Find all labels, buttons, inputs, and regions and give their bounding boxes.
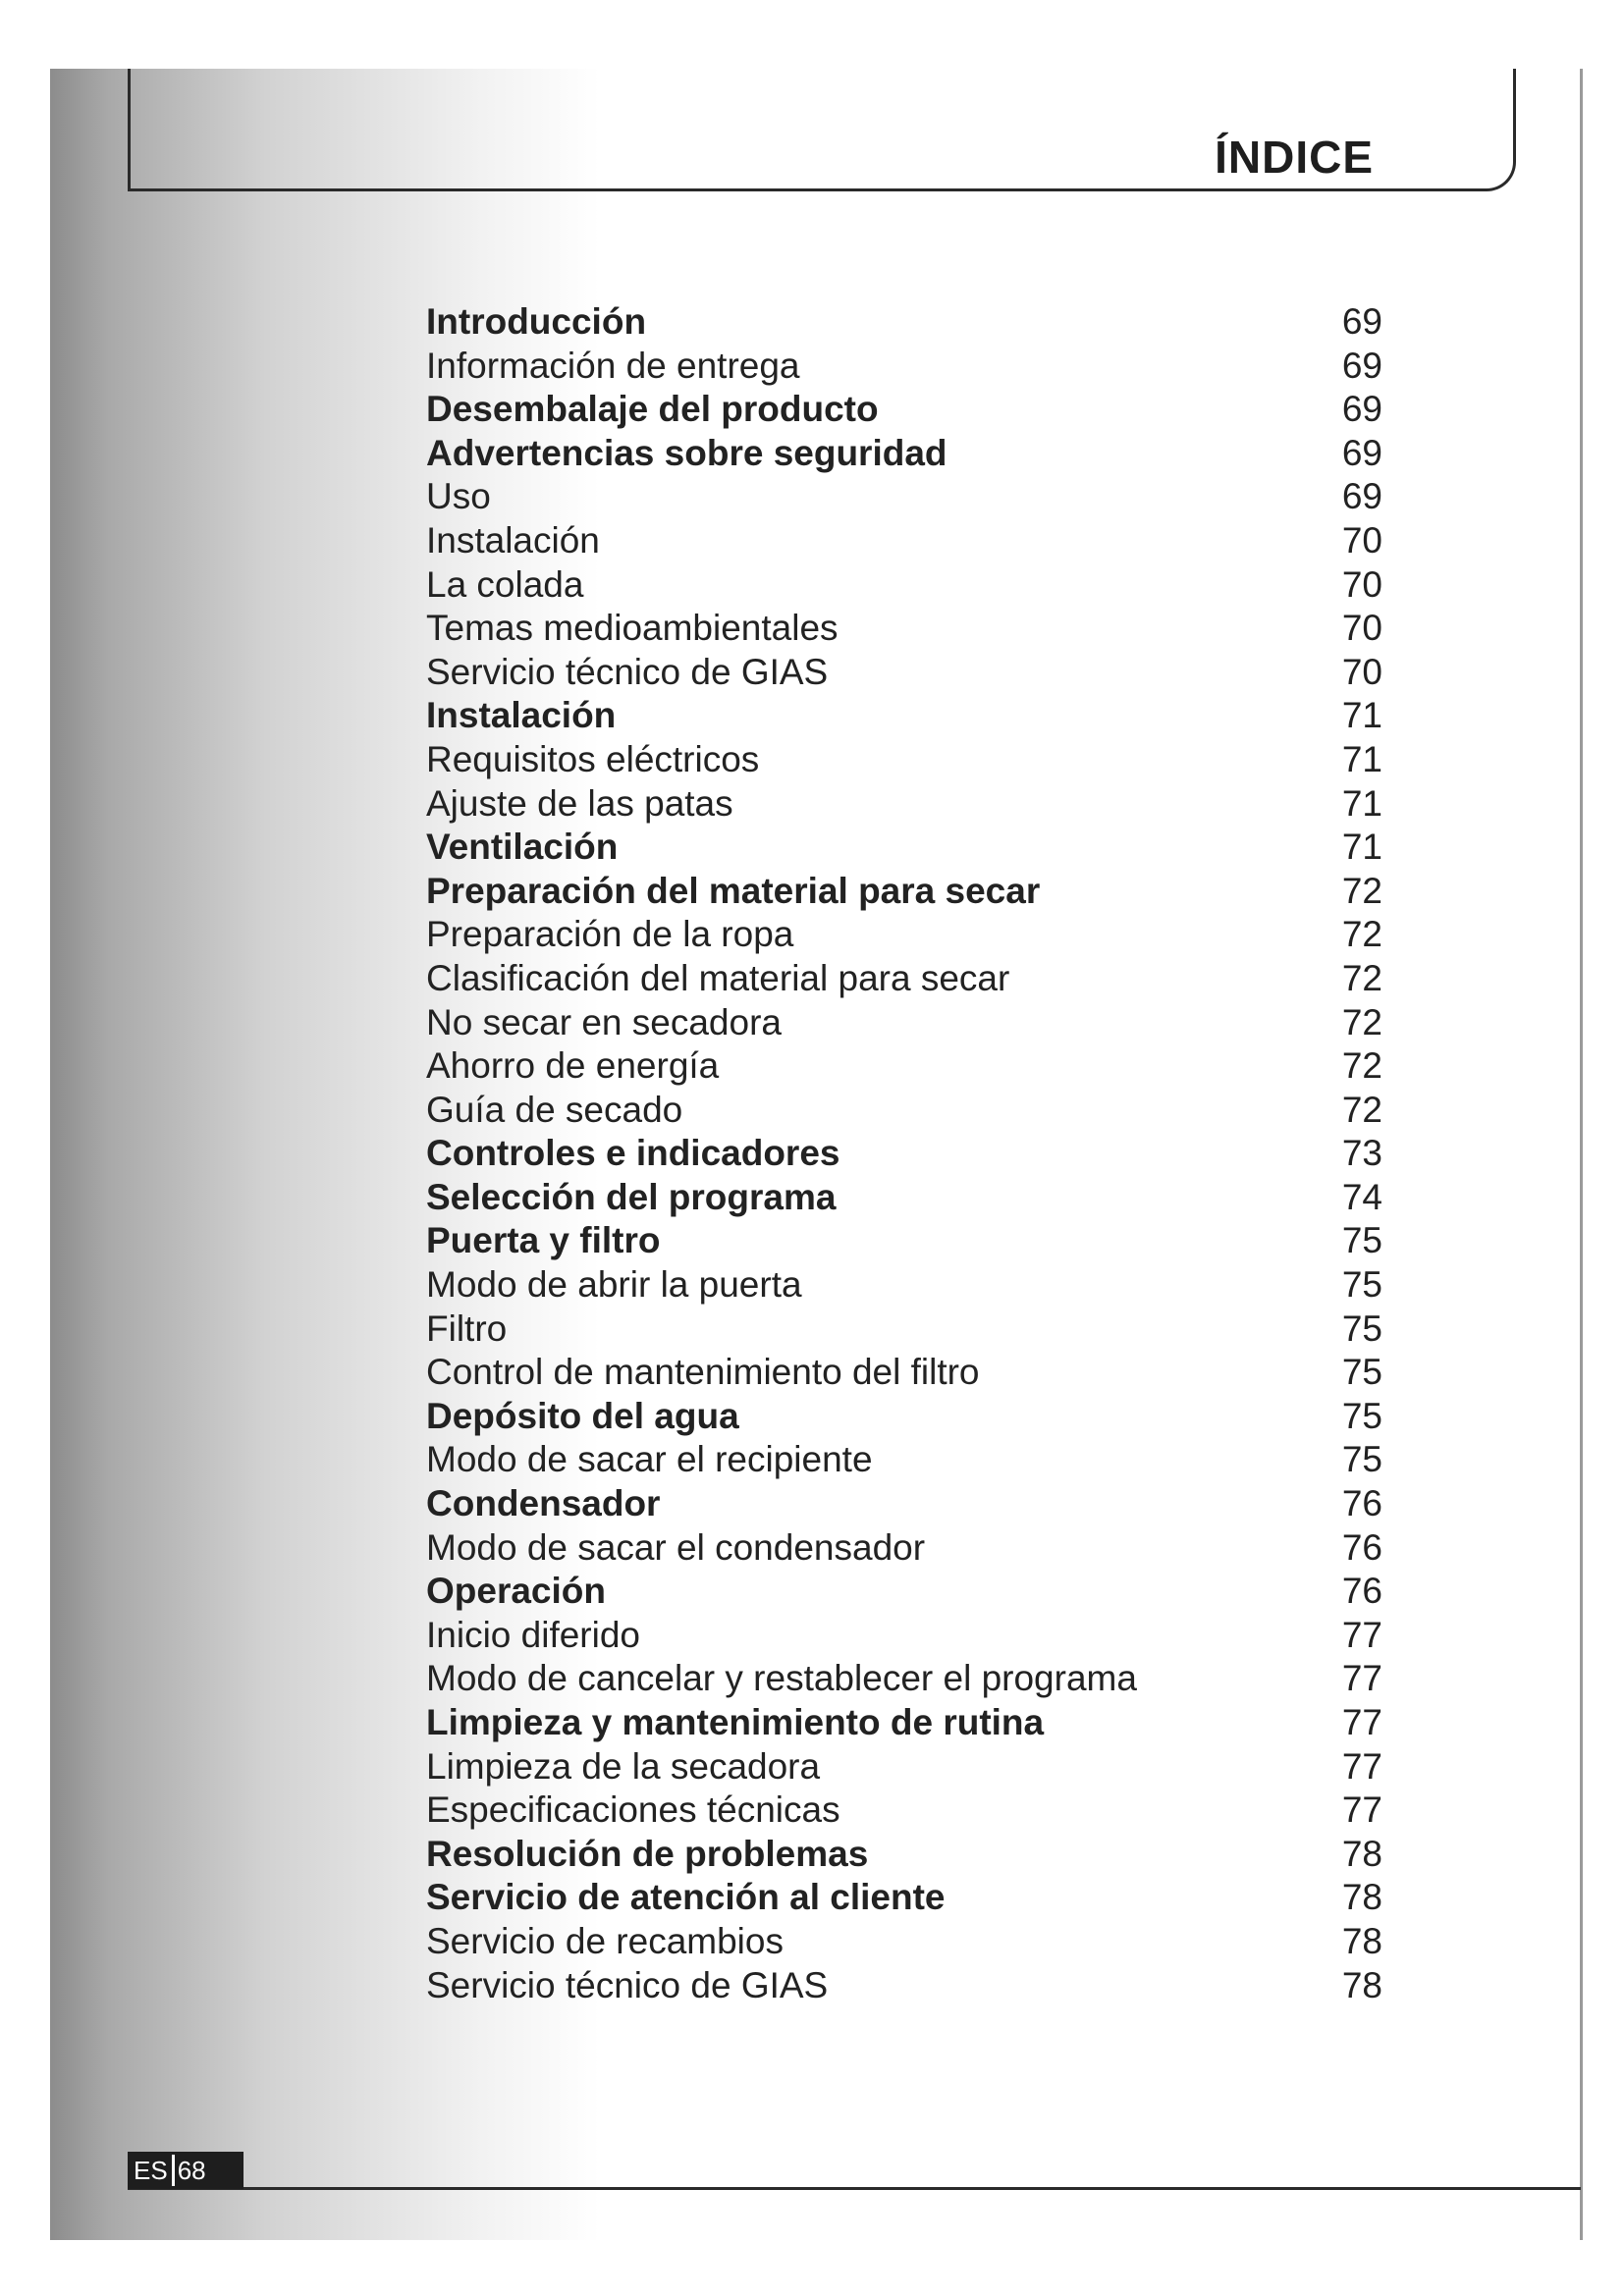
toc-entry[interactable]	[426, 1833, 1382, 1877]
toc-entry[interactable]	[426, 1176, 1382, 1220]
toc-entry[interactable]	[426, 1482, 1382, 1526]
toc-entry[interactable]	[426, 1526, 1382, 1571]
toc-entry-title: Controles e indicadores	[426, 1133, 840, 1174]
toc-entry-title: Desembalaje del producto	[426, 389, 879, 430]
toc-entry-page: 70	[1341, 563, 1382, 605]
toc-entry-title: No secar en secadora	[426, 1001, 782, 1042]
toc-entry[interactable]	[426, 1351, 1382, 1395]
toc-entry[interactable]	[426, 782, 1382, 827]
toc-entry-page: 75	[1341, 1264, 1382, 1306]
toc-entry-page: 72	[1341, 1089, 1382, 1130]
page-title: ÍNDICE	[1215, 132, 1374, 183]
toc-entry[interactable]	[426, 1132, 1382, 1176]
toc-entry[interactable]	[426, 432, 1382, 476]
toc-entry-title: Modo de cancelar y restablecer el programa	[426, 1658, 1137, 1699]
toc-entry-page: 75	[1341, 1439, 1382, 1480]
toc-entry-title: Requisitos eléctricos	[426, 738, 760, 779]
toc-entry[interactable]	[426, 1964, 1382, 2008]
toc-entry[interactable]	[426, 475, 1382, 519]
toc-entry-title: Modo de sacar el condensador	[426, 1526, 926, 1568]
toc-entry-page: 76	[1341, 1483, 1382, 1524]
toc-entry-page: 72	[1341, 914, 1382, 955]
toc-entry-title: Ajuste de las patas	[426, 782, 733, 824]
toc-entry[interactable]	[426, 1789, 1382, 1833]
toc-entry-page: 77	[1341, 1702, 1382, 1742]
toc-entry[interactable]	[426, 738, 1382, 782]
toc-entry-title: Limpieza de la secadora	[426, 1745, 821, 1787]
toc-entry-page: 78	[1341, 1920, 1382, 1961]
toc-entry-title: Control de mantenimiento del filtro	[426, 1352, 980, 1393]
toc-entry[interactable]	[426, 1044, 1382, 1089]
toc-entry-title: Condensador	[426, 1483, 661, 1524]
toc-entry[interactable]	[426, 1570, 1382, 1614]
toc-entry[interactable]	[426, 1219, 1382, 1263]
toc-entry[interactable]	[426, 1089, 1382, 1133]
toc-entry[interactable]	[426, 345, 1382, 389]
toc-entry-page: 72	[1341, 1001, 1382, 1042]
toc-entry-title: Instalación	[426, 519, 600, 561]
toc-entry-title: Preparación de la ropa	[426, 914, 794, 955]
toc-entry-title: La colada	[426, 563, 584, 605]
toc-entry[interactable]	[426, 1438, 1382, 1482]
toc-entry-page: 78	[1341, 1964, 1382, 2005]
toc-entry[interactable]	[426, 563, 1382, 608]
toc-entry[interactable]	[426, 1001, 1382, 1045]
toc-entry-title: Servicio técnico de GIAS	[426, 651, 829, 692]
toc-entry-page: 71	[1341, 827, 1382, 868]
footer-page-tab	[128, 2152, 244, 2189]
toc-entry-page: 76	[1341, 1526, 1382, 1568]
toc-entry[interactable]	[426, 1263, 1382, 1308]
toc-entry-title: Servicio técnico de GIAS	[426, 1964, 829, 2005]
toc-entry-title: Modo de sacar el recipiente	[426, 1439, 873, 1480]
toc-entry-page: 77	[1341, 1614, 1382, 1655]
toc-entry-title: Clasificación del material para secar	[426, 957, 1010, 998]
toc-entry-page: 72	[1341, 870, 1382, 911]
toc-entry[interactable]	[426, 607, 1382, 651]
toc-entry-title: Puerta y filtro	[426, 1220, 661, 1261]
toc-entry[interactable]	[426, 870, 1382, 914]
toc-entry-page: 77	[1341, 1745, 1382, 1787]
page-number: 68	[177, 2155, 206, 2185]
toc-entry-page: 69	[1341, 432, 1382, 473]
toc-entry-title: Filtro	[426, 1308, 508, 1349]
toc-entry-page: 75	[1341, 1308, 1382, 1349]
toc-entry-page: 74	[1341, 1176, 1382, 1217]
toc-entry-title: Operación	[426, 1571, 606, 1612]
toc-entry[interactable]	[426, 1657, 1382, 1701]
toc-entry[interactable]	[426, 1876, 1382, 1920]
toc-entry-title: Uso	[426, 476, 491, 517]
toc-entry-page: 76	[1341, 1571, 1382, 1612]
toc-entry[interactable]	[426, 1920, 1382, 1964]
toc-entry-title: Ventilación	[426, 827, 619, 868]
toc-entry-title: Selección del programa	[426, 1176, 837, 1217]
toc-entry-page: 75	[1341, 1395, 1382, 1436]
footer-rule	[128, 2187, 1581, 2190]
toc-entry-title: Servicio de atención al cliente	[426, 1877, 946, 1918]
toc-entry[interactable]	[426, 826, 1382, 870]
toc-entry-title: Ahorro de energía	[426, 1045, 720, 1087]
toc-entry-page: 69	[1341, 345, 1382, 386]
toc-entry-page: 77	[1341, 1789, 1382, 1831]
toc-entry-title: Información de entrega	[426, 345, 800, 386]
toc-entry-page: 69	[1341, 476, 1382, 517]
toc-entry-page: 72	[1341, 1045, 1382, 1087]
toc-entry[interactable]	[426, 300, 1382, 345]
toc-entry-page: 71	[1341, 695, 1382, 736]
toc-entry-page: 78	[1341, 1877, 1382, 1918]
toc-entry-title: Inicio diferido	[426, 1614, 641, 1655]
toc-entry[interactable]	[426, 694, 1382, 738]
toc-entry[interactable]	[426, 1614, 1382, 1658]
toc-entry-title: Servicio de recambios	[426, 1920, 784, 1961]
toc-entry-page: 75	[1341, 1352, 1382, 1393]
toc-entry-page: 69	[1341, 301, 1382, 342]
toc-entry-page: 70	[1341, 608, 1382, 649]
toc-entry[interactable]	[426, 1308, 1382, 1352]
toc-entry[interactable]	[426, 388, 1382, 432]
toc-entry-title: Modo de abrir la puerta	[426, 1264, 802, 1306]
toc-entry-title: Advertencias sobre seguridad	[426, 432, 947, 473]
toc-entry[interactable]	[426, 651, 1382, 695]
toc-entry-title: Guía de secado	[426, 1089, 683, 1130]
toc-entry-title: Resolución de problemas	[426, 1833, 869, 1874]
toc-entry[interactable]	[426, 1745, 1382, 1789]
toc-entry[interactable]	[426, 1395, 1382, 1439]
toc-entry-title: Instalación	[426, 695, 617, 736]
right-border-rule	[1580, 69, 1583, 2240]
toc-entry-page: 70	[1341, 651, 1382, 692]
toc-entry-title: Especificaciones técnicas	[426, 1789, 840, 1831]
toc-entry-page: 75	[1341, 1220, 1382, 1261]
toc-entry-page: 78	[1341, 1833, 1382, 1874]
table-of-contents	[426, 300, 1382, 2007]
toc-entry-page: 69	[1341, 389, 1382, 430]
toc-entry-title: Introducción	[426, 301, 647, 342]
toc-entry-page: 73	[1341, 1133, 1382, 1174]
toc-entry[interactable]	[426, 957, 1382, 1001]
toc-entry[interactable]	[426, 913, 1382, 957]
toc-entry-title: Temas medioambientales	[426, 608, 839, 649]
toc-entry-page: 72	[1341, 957, 1382, 998]
toc-entry-page: 77	[1341, 1658, 1382, 1699]
toc-entry[interactable]	[426, 519, 1382, 563]
toc-entry-page: 71	[1341, 738, 1382, 779]
toc-entry-title: Preparación del material para secar	[426, 870, 1041, 911]
toc-entry-page: 71	[1341, 782, 1382, 824]
toc-entry-page: 70	[1341, 519, 1382, 561]
toc-entry-title: Limpieza y mantenimiento de rutina	[426, 1702, 1045, 1742]
toc-entry[interactable]	[426, 1701, 1382, 1745]
language-code: ES	[128, 2155, 175, 2186]
toc-entry-title: Depósito del agua	[426, 1395, 739, 1436]
